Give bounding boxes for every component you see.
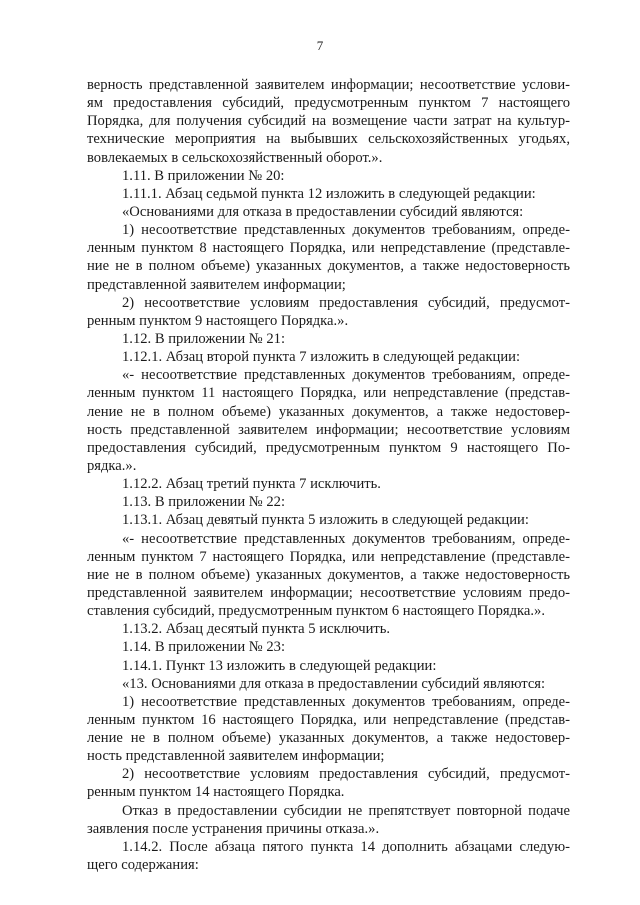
text-line: ность представленной заявителем информации; несоответствие условиям xyxy=(87,421,570,438)
text-line: 1.14.1. Пункт 13 изложить в следующей редакции: xyxy=(122,657,437,674)
text-line: «- несоответствие представленных документов требованиям, опреде- xyxy=(122,367,570,384)
text-line: Отказ в предоставлении субсидии не препятствует повторной подаче xyxy=(122,802,570,819)
text-line: предоставления субсидий, предусмотренным пунктом 9 настоящего По- xyxy=(87,439,570,456)
text-line: 1) несоответствие представленных документов требованиям, опреде- xyxy=(122,222,570,239)
text-line: «- несоответствие представленных документов требованиям, опреде- xyxy=(122,530,570,547)
text-line: ние не в полном объеме) указанных документов, а также недостоверность xyxy=(87,258,570,275)
text-line: технические мероприятия на выбывших сельскохозяйственных угодьях, xyxy=(87,131,570,148)
text-line: 1.14.2. После абзаца пятого пункта 14 дополнить абзацами следую- xyxy=(122,838,570,855)
text-line: «Основаниями для отказа в предоставлении субсидий являются: xyxy=(122,203,524,220)
page-number: 7 xyxy=(316,38,324,53)
text-line: 2) несоответствие условиям предоставления субсидий, предусмот- xyxy=(122,766,570,783)
document-body xyxy=(87,76,570,874)
text-line: 1.13.1. Абзац девятый пункта 5 изложить в следующей редакции: xyxy=(122,512,529,529)
text-line: ние не в полном объеме) указанных документов, а также недостоверность xyxy=(87,566,570,583)
text-line: ренным пунктом 9 настоящего Порядка.». xyxy=(87,312,349,329)
text-line: рядка.». xyxy=(87,457,137,474)
text-line: представленной заявителем информации; xyxy=(87,276,346,293)
text-line: заявления после устранения причины отказа.». xyxy=(87,820,380,837)
text-line: 1) несоответствие представленных документов требованиям, опреде- xyxy=(122,693,570,710)
text-line: ставления субсидий, предусмотренным пунктом 6 настоящего Порядка.». xyxy=(87,603,545,620)
text-line: ление не в полном объеме) указанных документов, а также недостовер- xyxy=(87,730,570,747)
text-line: 1.13.2. Абзац десятый пункта 5 исключить. xyxy=(122,621,391,638)
text-line: щего содержания: xyxy=(87,857,199,874)
text-line: ность представленной заявителем информации; xyxy=(87,748,385,765)
text-line: вовлекаемых в сельскохозяйственный оборот.». xyxy=(87,149,383,166)
text-line: ям предоставления субсидий, предусмотренным пунктом 7 настоящего xyxy=(87,95,570,112)
text-line: 1.12.2. Абзац третий пункта 7 исключить. xyxy=(122,476,381,493)
text-line: 2) несоответствие условиям предоставления субсидий, предусмот- xyxy=(122,294,570,311)
text-line: 1.12. В приложении № 21: xyxy=(122,330,286,347)
text-line: 1.11.1. Абзац седьмой пункта 12 изложить в следующей редакции: xyxy=(122,185,536,202)
text-line: ленным пунктом 11 настоящего Порядка, или непредставление (представ- xyxy=(87,385,570,402)
text-line: представленной заявителем информации; несоответствие условиям предо- xyxy=(87,584,570,601)
text-line: ленным пунктом 7 настоящего Порядка, или непредставление (представле- xyxy=(87,548,570,565)
text-line: верность представленной заявителем информации; несоответствие услови- xyxy=(87,77,570,93)
text-line: 1.13. В приложении № 22: xyxy=(122,494,286,511)
text-line: ренным пунктом 14 настоящего Порядка. xyxy=(87,784,345,801)
text-line: ленным пунктом 16 настоящего Порядка, или непредставление (представ- xyxy=(87,711,570,728)
text-line: Порядка, для получения субсидий на возмещение части затрат на культур- xyxy=(87,113,570,130)
text-line: «13. Основаниями для отказа в предоставлении субсидий являются: xyxy=(122,675,546,692)
text-line: ленным пунктом 8 настоящего Порядка, или непредставление (представле- xyxy=(87,240,570,257)
text-line: 1.11. В приложении № 20: xyxy=(122,167,285,184)
text-line: 1.14. В приложении № 23: xyxy=(122,639,286,656)
text-line: ление не в полном объеме) указанных документов, а также недостовер- xyxy=(87,403,570,420)
text-line: 1.12.1. Абзац второй пункта 7 изложить в следующей редакции: xyxy=(122,349,521,366)
